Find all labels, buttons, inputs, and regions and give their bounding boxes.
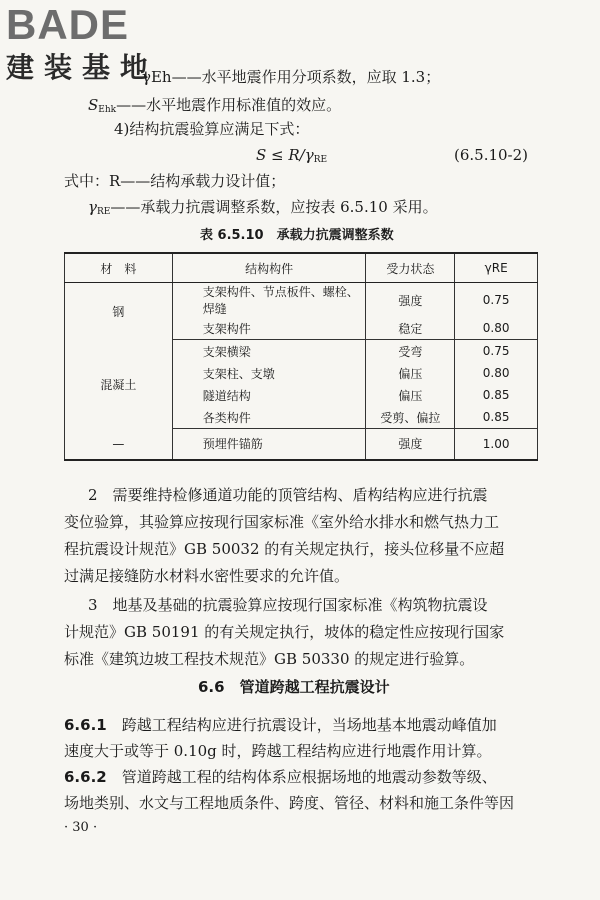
clause-6-6-1-number: 6.6.1 xyxy=(64,716,107,734)
line-gamma-re xyxy=(88,196,438,223)
paragraph-3-line-1: 3 地基及基础的抗震验算应按现行国家标准《构筑物抗震设 xyxy=(88,596,488,614)
paragraph-2-line-3: 程抗震设计规范》GB 50032 的有关规定执行，接头位移量不应超 xyxy=(64,540,505,558)
gamma-re-subscript: RE xyxy=(96,207,111,217)
logo-brand-en: BADE xyxy=(6,1,130,48)
clause-6-6-2-line-1 xyxy=(64,766,497,788)
cell-value: 0.75 xyxy=(455,283,538,318)
header-value: γRE xyxy=(455,253,538,283)
formula-main: S ≤ R/γ xyxy=(256,146,314,164)
line-check-condition: 4)结构抗震验算应满足下式： xyxy=(114,120,310,138)
clause-6-6-2-text: 管道跨越工程的结构体系应根据场地的地震动参数等级、 xyxy=(121,768,497,786)
clause-6-6-1-line-2: 速度大于或等于 0.10g 时，跨越工程结构应进行地震作用计算。 xyxy=(64,742,492,760)
paragraph-2-line-2: 变位验算，其验算应按现行国家标准《室外给水排水和燃气热力工 xyxy=(64,513,500,531)
cell-state: 偏压 xyxy=(366,362,455,384)
cell-component: 支架柱、支墩 xyxy=(172,362,366,384)
cell-value: 0.75 xyxy=(455,340,538,363)
cell-state: 强度 xyxy=(366,283,455,318)
cell-state: 受弯 xyxy=(366,340,455,363)
table-row xyxy=(65,429,538,460)
gamma-re-symbol: γ xyxy=(88,198,97,216)
cell-component: 支架构件 xyxy=(172,317,366,340)
formula xyxy=(256,144,327,171)
sehk-subscript: Ehk xyxy=(98,105,117,115)
clause-6-6-1-line-1 xyxy=(64,714,497,736)
cell-value: 0.85 xyxy=(455,384,538,406)
line-gamma-eh: γEh——水平地震作用分项系数，应取 1.3； xyxy=(142,68,441,86)
section-title: 6.6 管道跨越工程抗震设计 xyxy=(198,678,390,696)
cell-state: 强度 xyxy=(366,429,455,460)
table-header-row xyxy=(65,253,538,283)
sehk-symbol: S xyxy=(88,96,99,114)
line-sehk xyxy=(88,94,341,121)
cell-value: 0.80 xyxy=(455,317,538,340)
cell-component: 隧道结构 xyxy=(172,384,366,406)
cell-component: 预埋件锚筋 xyxy=(172,429,366,460)
clause-6-6-2-line-2: 场地类别、水文与工程地质条件、跨度、管径、材料和施工条件等因 xyxy=(64,794,515,812)
coefficient-table xyxy=(64,252,538,461)
clause-6-6-1-text: 跨越工程结构应进行抗震设计，当场地基本地震动峰值加 xyxy=(121,716,497,734)
logo-brand-cn: 建装基地 xyxy=(6,51,159,84)
page-number: · 30 · xyxy=(64,820,98,835)
paragraph-2-line-4: 过满足接缝防水材料水密性要求的允许值。 xyxy=(64,567,350,585)
cell-state: 偏压 xyxy=(366,384,455,406)
header-component: 结构构件 xyxy=(172,253,366,283)
formula-number: (6.5.10-2) xyxy=(454,146,529,164)
formula-subscript: RE xyxy=(313,155,328,165)
cell-state: 稳定 xyxy=(366,317,455,340)
cell-material: 钢 xyxy=(65,283,173,340)
cell-value: 0.85 xyxy=(455,406,538,429)
paragraph-2-line-1: 2 需要维持检修通道功能的顶管结构、盾构结构应进行抗震 xyxy=(88,486,488,504)
sehk-text: ——水平地震作用标准值的效应。 xyxy=(116,96,342,114)
cell-material: 混凝土 xyxy=(65,340,173,429)
paragraph-3-line-2: 计规范》GB 50191 的有关规定执行，坡体的稳定性应按现行国家 xyxy=(64,623,505,641)
cell-state: 受剪、偏拉 xyxy=(366,406,455,429)
table-row xyxy=(65,340,538,363)
cell-value: 1.00 xyxy=(455,429,538,460)
table-row xyxy=(65,283,538,318)
cell-component: 各类构件 xyxy=(172,406,366,429)
cell-component: 支架横梁 xyxy=(172,340,366,363)
header-state: 受力状态 xyxy=(366,253,455,283)
cell-material: — xyxy=(65,429,173,460)
paragraph-3-line-3: 标准《建筑边坡工程技术规范》GB 50330 的规定进行验算。 xyxy=(64,650,475,668)
header-material: 材 料 xyxy=(65,253,173,283)
clause-6-6-2-number: 6.6.2 xyxy=(64,768,107,786)
gamma-re-text: ——承载力抗震调整系数，应按表 6.5.10 采用。 xyxy=(110,198,438,216)
cell-value: 0.80 xyxy=(455,362,538,384)
line-where-r: 式中：R——结构承载力设计值； xyxy=(64,172,286,190)
table-caption: 表 6.5.10 承载力抗震调整系数 xyxy=(200,228,394,243)
cell-component: 支架构件、节点板件、螺栓、焊缝 xyxy=(172,283,366,318)
